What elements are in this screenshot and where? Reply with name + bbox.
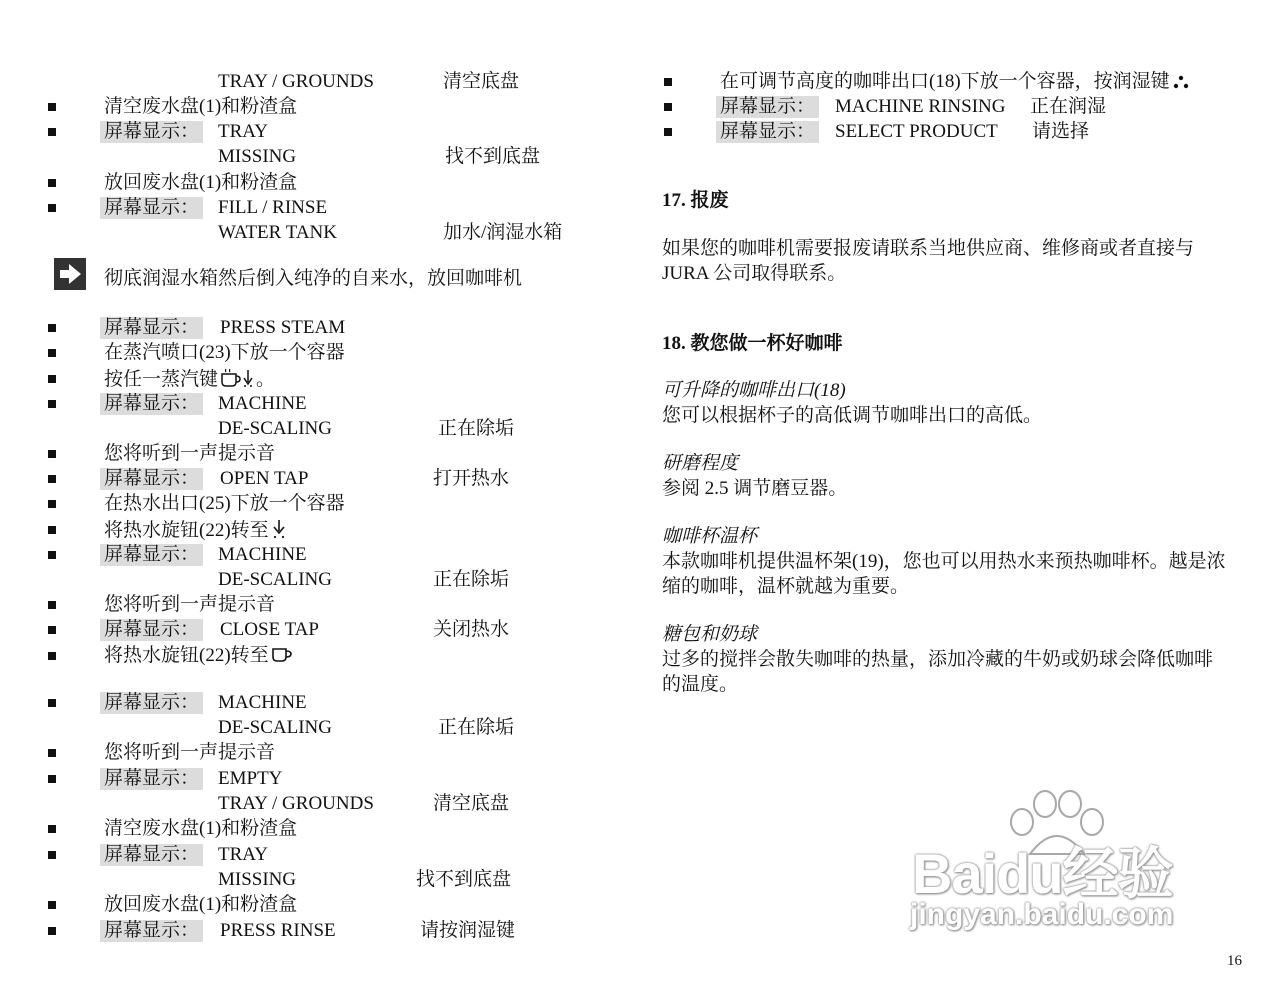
bullet-square-icon xyxy=(48,652,56,660)
instruction-text: 清空废水盘(1)和粉渣盒 xyxy=(104,96,298,117)
watermark-logo: Baidu经验 xyxy=(912,842,1173,905)
instruction-text: 在热水出口(25)下放一个容器 xyxy=(104,493,345,514)
display-text-en: MISSING xyxy=(218,869,297,890)
display-text-en: WATER TANK xyxy=(218,222,337,243)
bullet-square-icon xyxy=(48,749,56,757)
display-text-zh: 关闭热水 xyxy=(433,619,510,640)
display-text-zh: 找不到底盘 xyxy=(445,146,541,167)
display-text-en: TRAY / GROUNDS xyxy=(218,793,374,814)
bullet-square-icon xyxy=(48,324,56,332)
screen-display-label: 屏幕显示： xyxy=(716,121,819,143)
instruction-line xyxy=(104,368,275,390)
display-text-zh: 正在除垢 xyxy=(438,418,515,439)
subsection-title: 研磨程度 xyxy=(662,453,739,474)
instruction-text: 清空废水盘(1)和粉渣盒 xyxy=(104,818,298,839)
bullet-square-icon xyxy=(48,601,56,609)
display-text-en: DE-SCALING xyxy=(218,569,332,590)
bullet-square-icon xyxy=(48,128,56,136)
display-text-en: DE-SCALING xyxy=(218,717,332,738)
paragraph-text: 如果您的咖啡机需要报废请联系当地供应商、维修商或者直接与 xyxy=(662,238,1195,259)
instruction-line xyxy=(104,519,287,541)
bullet-square-icon xyxy=(48,103,56,111)
instruction-text: 您将听到一声提示音 xyxy=(104,443,276,464)
instruction-text: 按任一蒸汽键 xyxy=(104,369,219,390)
bullet-square-icon xyxy=(48,927,56,935)
screen-display-label: 屏幕显示： xyxy=(100,121,203,143)
subsection-title: 糖包和奶球 xyxy=(662,624,758,645)
bullet-square-icon xyxy=(48,204,56,212)
bullet-square-icon xyxy=(48,475,56,483)
bullet-square-icon xyxy=(664,128,672,136)
section-heading: 18. 教您做一杯好咖啡 xyxy=(662,333,843,354)
display-text-zh: 清空底盘 xyxy=(433,793,510,814)
paragraph-text: 的温度。 xyxy=(662,674,739,695)
display-text-en: EMPTY xyxy=(218,768,283,789)
display-text-en: TRAY / GROUNDS xyxy=(218,71,374,92)
screen-display-label: 屏幕显示： xyxy=(100,920,203,942)
display-text-zh: 正在除垢 xyxy=(438,717,515,738)
display-text-en: MACHINE xyxy=(218,692,307,713)
page-number: 16 xyxy=(1227,953,1242,969)
bullet-square-icon xyxy=(48,500,56,508)
note-text: 彻底润湿水箱然后倒入纯净的自来水，放回咖啡机 xyxy=(104,268,523,289)
bullet-square-icon xyxy=(48,851,56,859)
cup-icon xyxy=(271,646,293,664)
display-text-en: DE-SCALING xyxy=(218,418,332,439)
instruction-text: 您将听到一声提示音 xyxy=(104,742,276,763)
screen-display-label: 屏幕显示： xyxy=(100,197,203,219)
instruction-text: 将热水旋钮(22)转至 xyxy=(104,645,269,666)
display-text-en: SELECT PRODUCT xyxy=(835,121,998,142)
bullet-square-icon xyxy=(48,551,56,559)
paragraph-text: 过多的搅拌会散失咖啡的热量，添加冷藏的牛奶或奶球会降低咖啡 xyxy=(662,649,1214,670)
display-text-en: TRAY xyxy=(218,121,268,142)
display-text-en: FILL / RINSE xyxy=(218,197,328,218)
display-text-zh: 正在润湿 xyxy=(1030,96,1107,117)
bullet-square-icon xyxy=(48,626,56,634)
display-text-en: MISSING xyxy=(218,146,297,167)
display-text-zh: 请选择 xyxy=(1032,121,1090,142)
bullet-square-icon xyxy=(48,349,56,357)
bullet-square-icon xyxy=(48,825,56,833)
bullet-square-icon xyxy=(664,103,672,111)
instruction-text: 。 xyxy=(256,369,276,390)
bullet-square-icon xyxy=(48,526,56,534)
screen-display-label: 屏幕显示： xyxy=(100,768,203,790)
section-heading: 17. 报废 xyxy=(662,190,729,211)
instruction-line xyxy=(104,645,293,667)
display-text-zh: 正在除垢 xyxy=(433,569,510,590)
screen-display-label: 屏幕显示： xyxy=(100,393,203,415)
display-text-en: PRESS STEAM xyxy=(220,317,346,338)
display-text-en: CLOSE TAP xyxy=(220,619,319,640)
screen-display-label: 屏幕显示： xyxy=(716,96,819,118)
instruction-text: 在蒸汽喷口(23)下放一个容器 xyxy=(104,342,345,363)
display-text-en: MACHINE RINSING xyxy=(835,96,1006,117)
paragraph-text: 缩的咖啡，温杯就越为重要。 xyxy=(662,576,910,597)
bullet-square-icon xyxy=(48,179,56,187)
instruction-text: 将热水旋钮(22)转至 xyxy=(104,520,269,541)
steam-cup-icon xyxy=(220,368,256,388)
subsection-title: 咖啡杯温杯 xyxy=(662,526,758,547)
display-text-zh: 找不到底盘 xyxy=(416,869,512,890)
bullet-square-icon xyxy=(48,450,56,458)
paragraph-text: 您可以根据杯子的高低调节咖啡出口的高低。 xyxy=(662,405,1043,426)
paragraph-text: 参阅 2.5 调节磨豆器。 xyxy=(662,478,848,499)
paragraph-text: JURA 公司取得联系。 xyxy=(662,263,847,284)
display-text-zh: 打开热水 xyxy=(433,468,510,489)
display-text-zh: 请按润湿键 xyxy=(420,920,516,941)
display-text-en: OPEN TAP xyxy=(220,468,309,489)
screen-display-label: 屏幕显示： xyxy=(100,468,203,490)
bullet-square-icon xyxy=(48,400,56,408)
arrow-right-icon xyxy=(54,258,86,290)
screen-display-label: 屏幕显示： xyxy=(100,544,203,566)
instruction-text: 在可调节高度的咖啡出口(18)下放一个容器，按润湿键 xyxy=(720,71,1170,92)
watermark-url: jingyan.baidu.com xyxy=(910,898,1174,931)
rinse-icon xyxy=(1172,74,1190,90)
instruction-line xyxy=(720,71,1190,93)
bullet-square-icon xyxy=(48,375,56,383)
hot-water-icon xyxy=(271,519,287,539)
display-text-en: TRAY xyxy=(218,844,268,865)
display-text-zh: 加水/润湿水箱 xyxy=(443,222,563,243)
display-text-zh: 清空底盘 xyxy=(443,71,520,92)
paragraph-text: 本款咖啡机提供温杯架(19)，您也可以用热水来预热咖啡杯。越是浓 xyxy=(662,551,1226,572)
bullet-square-icon xyxy=(48,901,56,909)
instruction-text: 放回废水盘(1)和粉渣盒 xyxy=(104,172,298,193)
instruction-text: 您将听到一声提示音 xyxy=(104,594,276,615)
screen-display-label: 屏幕显示： xyxy=(100,844,203,866)
watermark xyxy=(900,790,1220,950)
display-text-en: MACHINE xyxy=(218,544,307,565)
bullet-square-icon xyxy=(48,775,56,783)
screen-display-label: 屏幕显示： xyxy=(100,317,203,339)
display-text-en: MACHINE xyxy=(218,393,307,414)
instruction-text: 放回废水盘(1)和粉渣盒 xyxy=(104,894,298,915)
bullet-square-icon xyxy=(48,699,56,707)
screen-display-label: 屏幕显示： xyxy=(100,619,203,641)
bullet-square-icon xyxy=(664,78,672,86)
display-text-en: PRESS RINSE xyxy=(220,920,336,941)
screen-display-label: 屏幕显示： xyxy=(100,692,203,714)
subsection-title: 可升降的咖啡出口(18) xyxy=(662,380,846,401)
